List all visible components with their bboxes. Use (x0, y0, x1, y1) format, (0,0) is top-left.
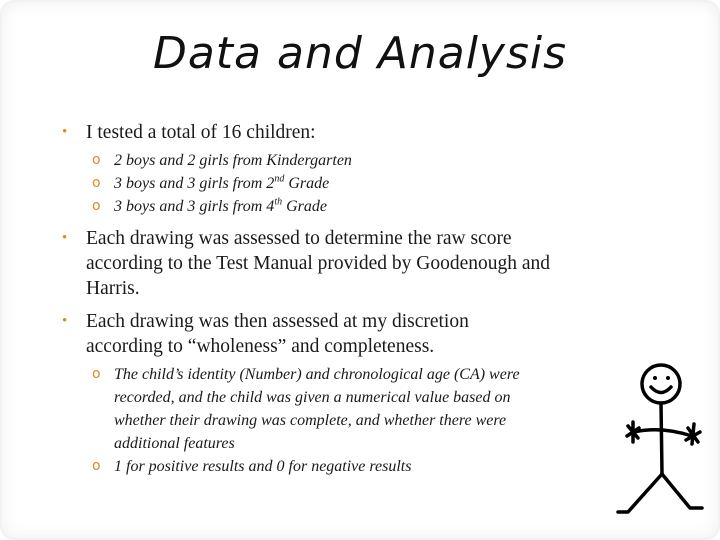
ordinal-suffix: th (274, 196, 283, 208)
bullet-1 (52, 120, 652, 145)
bullet-icon: • (62, 230, 68, 246)
left-leg (618, 474, 662, 512)
sub-bullet-3-2 (52, 455, 652, 478)
ordinal-suffix: nd (274, 173, 285, 185)
bullet-1-text: I tested a total of 16 children: (86, 122, 316, 143)
bullet-2-line-1: Each drawing was assessed to determine the raw score (86, 228, 512, 249)
sub-bullet-text: 3 boys and 3 girls from 2 (114, 175, 275, 192)
sub-bullet-3-1 (52, 363, 652, 455)
bullet-3-line-1: Each drawing was then assessed at my discretion (86, 311, 469, 332)
sub-bullet-text: 3 boys and 3 girls from 4 (114, 198, 275, 215)
sub-bullet-1-1 (52, 149, 652, 172)
slide-title: Data and Analysis (152, 28, 568, 79)
sub-bullet-icon: o (92, 458, 101, 474)
sub-bullet-1-2 (52, 172, 652, 195)
bullet-icon: • (62, 313, 68, 329)
sub-bullet-icon: o (92, 198, 101, 214)
sub-bullet-line: whether their drawing was complete, and whether there were (114, 412, 507, 429)
sub-bullet-text: 2 boys and 2 girls from Kindergarten (114, 152, 352, 169)
sub-bullet-text-end: Grade (284, 175, 330, 192)
right-leg (662, 474, 702, 508)
slide-body (52, 120, 652, 478)
sub-bullet-1-3 (52, 195, 652, 218)
head (642, 365, 680, 403)
stick-figure-drawing-icon (606, 356, 706, 516)
bullet-3-line-2: according to “wholeness” and completeness. (86, 336, 435, 357)
sub-bullet-line: The child’s identity (Number) and chronological age (CA) were (114, 366, 520, 383)
bullet-3 (52, 309, 652, 359)
sub-bullet-line: recorded, and the child was given a numerical value based on (114, 389, 511, 406)
sub-bullet-line: additional features (114, 435, 235, 452)
bullet-2-line-3: Harris. (86, 278, 140, 299)
sub-bullet-icon: o (92, 366, 101, 382)
body (661, 403, 662, 474)
sub-bullet-icon: o (92, 152, 101, 168)
bullet-icon: • (62, 124, 68, 140)
sub-bullet-text: 1 for positive results and 0 for negative results (114, 458, 412, 475)
sub-bullet-icon: o (92, 175, 101, 191)
bullet-2-line-2: according to the Test Manual provided by Goodenough and (86, 253, 551, 274)
bullet-2 (52, 226, 652, 301)
sub-bullet-text-end: Grade (282, 198, 327, 215)
